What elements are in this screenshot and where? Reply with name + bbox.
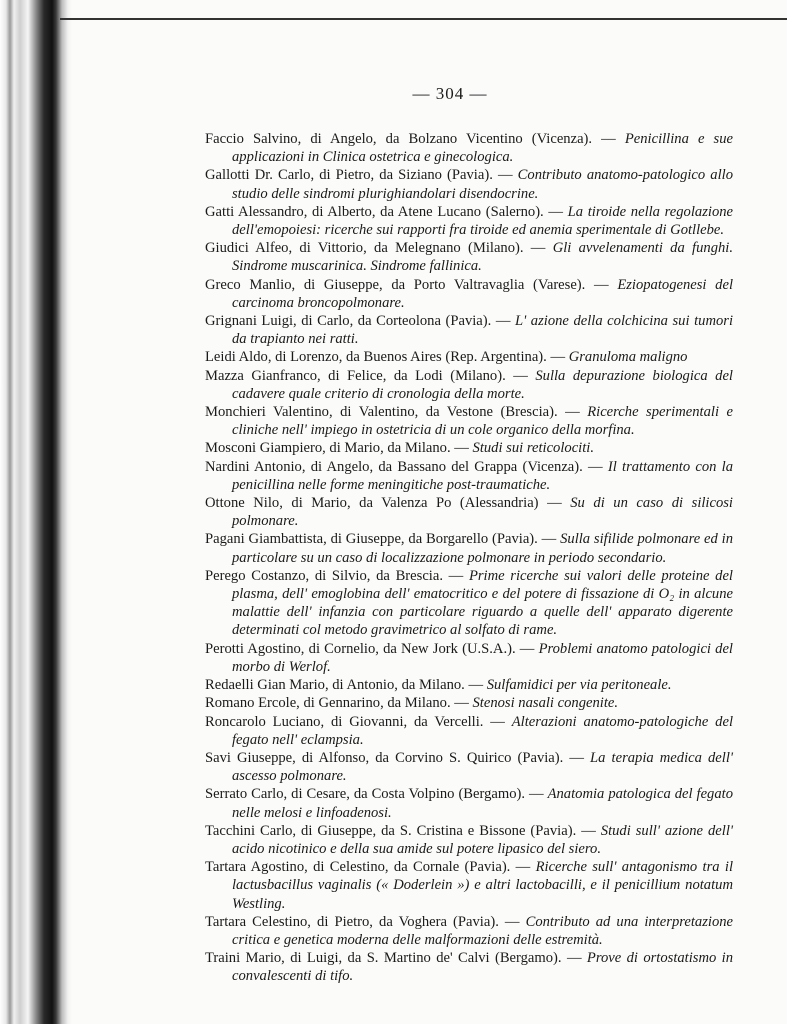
list-item: [205, 203, 733, 239]
entry-title: Alterazioni anatomo-patologiche del fegato nell' eclampsia.: [232, 713, 734, 748]
entry-title: Studi sui reticolociti.: [472, 440, 594, 457]
entry-title: Prime ricerche sui valori delle proteine del plasma, dell' emoglobina dell' ematocritico e del potere di fissazione di O₂ in alcune malattie dell' infanzia con particolare riguardo a quelle dell' apparato digerente determinati col metodo gravimetrico al solfato di rame.: [232, 567, 733, 639]
entry-separator: —: [543, 203, 568, 220]
list-item: [205, 166, 733, 202]
entry-separator: —: [515, 640, 539, 657]
thesis-list: [205, 130, 733, 986]
entry-title: Contributo ad una interpretazione critica e genetica moderna delle malformazioni delle estremità.: [232, 913, 734, 948]
entry-title: Contributo anatomo-patologico allo studio delle sindromi plurighiandolari disendocrine.: [232, 167, 734, 202]
entry-title: Ricerche sull' antagonismo tra il lactusbacillus vaginalis (« Doderlein ») e altri lactobacilli, e il penicillium notatum Westling.: [232, 859, 733, 912]
list-item: [205, 403, 733, 439]
list-item: [205, 640, 733, 676]
entry-separator: —: [450, 440, 473, 457]
entry-author: Giudici Alfeo, di Vittorio, da Melegnano (Milano).: [205, 240, 524, 257]
entry-author: Leidi Aldo, di Lorenzo, da Buenos Aires (Rep. Argentina).: [205, 349, 547, 366]
entry-author: Grignani Luigi, di Carlo, da Corteolona (Pavia).: [205, 313, 492, 330]
entry-title: Su di un caso di silicosi polmonare.: [232, 495, 733, 530]
entry-author: Perotti Agostino, di Cornelio, da New Jork (U.S.A.).: [205, 640, 516, 657]
list-item: [205, 312, 733, 348]
entry-separator: —: [525, 786, 548, 803]
list-item: [205, 530, 733, 566]
entry-separator: —: [592, 131, 625, 147]
entry-separator: —: [563, 749, 591, 766]
entry-separator: —: [505, 367, 536, 384]
list-item: [205, 785, 733, 821]
entry-title: Il trattamento con la penicillina nelle forme meningitiche post-traumatiche.: [232, 458, 734, 493]
entry-title: Sulla sifilide polmonare ed in particolare su un caso di localizzazione polmonare in periodo secondario.: [232, 531, 733, 566]
list-item: [205, 567, 733, 640]
entry-title: Studi sull' azione dell' acido nicotinico e della sua amide sul potere lipasico del siero.: [232, 822, 733, 857]
book-binding-edge: [0, 0, 72, 1024]
entry-title: Eziopatogenesi del carcinoma broncopolmonare.: [232, 276, 734, 311]
entry-title: La tiroide nella regolazione dell'emopoiesi: ricerche sui rapporti fra tiroide ed anemia sperimentale di Gotllebe.: [232, 203, 734, 239]
list-item: [205, 676, 733, 694]
entry-title: Problemi anatomo patologici del morbo di Werlof.: [232, 640, 733, 675]
entry-author: Ottone Nilo, di Mario, da Valenza Po (Alessandria): [205, 495, 539, 512]
list-item: [205, 749, 733, 785]
entry-author: Roncarolo Luciano, di Giovanni, da Vercelli.: [205, 713, 484, 730]
entry-author: Tartara Agostino, di Celestino, da Cornale (Pavia).: [205, 859, 511, 876]
entry-author: Monchieri Valentino, di Valentino, da Vestone (Brescia).: [205, 404, 558, 421]
list-item: [205, 713, 733, 749]
list-item: [205, 348, 733, 366]
list-item: [205, 913, 733, 949]
entry-author: Gatti Alessandro, di Alberto, da Atene Lucano (Salerno).: [205, 203, 544, 220]
entry-title: Prove di ortostatismo in convalescenti di tifo.: [232, 950, 734, 985]
entry-separator: —: [450, 695, 473, 712]
entry-separator: —: [510, 859, 536, 876]
entry-author: Tartara Celestino, di Pietro, da Voghera (Pavia).: [205, 913, 499, 930]
entry-separator: —: [557, 404, 588, 421]
list-item: [205, 694, 733, 712]
entry-separator: —: [483, 713, 512, 730]
list-item: [205, 822, 733, 858]
entry-title: Sulfamidici per via peritoneale.: [486, 677, 672, 694]
entry-author: Romano Ercole, di Gennarino, da Milano.: [205, 695, 451, 712]
entry-author: Tacchini Carlo, di Giuseppe, da S. Cristina e Bissone (Pavia).: [205, 822, 577, 839]
entry-separator: —: [561, 950, 587, 967]
entry-title: Granuloma maligno: [568, 349, 688, 366]
entry-author: Greco Manlio, di Giuseppe, da Porto Valtravaglia (Varese).: [205, 276, 586, 293]
page-number: — 304 —: [412, 84, 488, 103]
entry-author: Mosconi Giampiero, di Mario, da Milano.: [205, 440, 451, 457]
entry-author: Serrato Carlo, di Cesare, da Costa Volpino (Bergamo).: [205, 786, 526, 803]
entry-separator: —: [585, 276, 618, 293]
list-item: [205, 367, 733, 403]
entry-separator: —: [576, 822, 601, 839]
entry-author: Pagani Giambattista, di Giuseppe, da Borgarello (Pavia).: [205, 531, 538, 548]
entry-separator: —: [498, 913, 526, 930]
entry-separator: —: [538, 495, 571, 512]
entry-separator: —: [464, 677, 487, 694]
entry-author: Nardini Antonio, di Angelo, da Bassano del Grappa (Vicenza).: [205, 458, 583, 475]
list-item: [205, 858, 733, 913]
entry-author: Perego Costanzo, di Silvio, da Brescia.: [205, 567, 443, 584]
entry-title: Stenosi nasali congenite.: [472, 695, 619, 712]
entry-author: Gallotti Dr. Carlo, di Pietro, da Siziano (Pavia).: [205, 167, 493, 184]
entry-title: Ricerche sperimentali e cliniche nell' impiego in ostetricia di un cole organico della morfina.: [232, 404, 733, 439]
entry-title: Sulla depurazione biologica del cadavere quale criterio di cronologia della morte.: [232, 367, 733, 402]
entry-title: Gli avvelenamenti da funghi. Sindrome muscarinica. Sindrome fallinica.: [232, 240, 733, 275]
entry-separator: —: [582, 458, 608, 475]
entry-separator: —: [546, 349, 569, 366]
entry-separator: —: [492, 167, 518, 184]
entry-title: Penicillina e sue applicazioni in Clinica ostetrica e ginecologica.: [232, 131, 733, 166]
list-item: [205, 458, 733, 494]
list-item: [205, 130, 733, 166]
entry-title: L' azione della colchicina sui tumori da trapianto nei ratti.: [232, 313, 734, 348]
entry-title: Anatomia patologica del fegato nelle melosi e linfoadenosi.: [232, 786, 733, 821]
list-item: [205, 439, 733, 457]
entry-separator: —: [491, 313, 515, 330]
entry-author: Traini Mario, di Luigi, da S. Martino de' Calvi (Bergamo).: [205, 950, 562, 967]
list-item: [205, 494, 733, 530]
list-item: [205, 239, 733, 275]
entry-author: Faccio Salvino, di Angelo, da Bolzano Vicentino (Vicenza).: [205, 131, 593, 147]
entry-separator: —: [537, 531, 561, 548]
entry-separator: —: [442, 567, 469, 584]
entry-title: La terapia medica dell' ascesso polmonare.: [232, 749, 733, 785]
entry-author: Redaelli Gian Mario, di Antonio, da Milano.: [205, 677, 465, 694]
entry-author: Savi Giuseppe, di Alfonso, da Corvino S. Quirico (Pavia).: [205, 749, 564, 766]
list-item: [205, 276, 733, 312]
top-rule: [60, 18, 787, 20]
list-item: [205, 949, 733, 985]
entry-separator: —: [523, 240, 553, 257]
entry-author: Mazza Gianfranco, di Felice, da Lodi (Milano).: [205, 367, 506, 384]
